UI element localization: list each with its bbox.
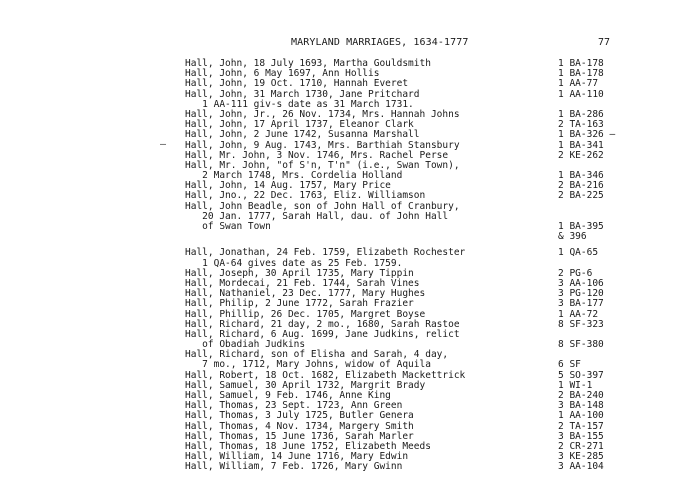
source-reference-line: 2 KE-262 xyxy=(558,149,604,161)
entry-text: Hall, John, 19 Oct. 1710, Hannah Everet xyxy=(185,78,409,90)
entry-text: Hall, John, 14 Aug. 1757, Mary Price xyxy=(185,180,391,192)
source-reference-line: 8 SF-323 xyxy=(558,318,604,330)
source-reference-line: 1 AA-72 xyxy=(558,308,599,320)
entry-text: Hall, William, 14 June 1716, Mary Edwin xyxy=(185,451,409,463)
marriage-entry xyxy=(185,202,665,243)
entry-text: Hall, Samuel, 30 April 1732, Margrit Brady xyxy=(185,379,426,391)
source-reference xyxy=(558,330,604,350)
entry-text: Hall, Richard, son of Elisha and Sarah, 4 day, xyxy=(185,349,449,361)
source-reference-line: 3 KE-285 xyxy=(558,451,604,463)
source-reference xyxy=(558,90,604,100)
entry-text: Hall, Nathaniel, 23 Dec. 1777, Mary Hughes xyxy=(185,288,426,300)
marriage-entry xyxy=(185,90,665,110)
source-reference-line: 1 BA-346 xyxy=(558,170,604,182)
entry-text: Hall, Mordecai, 21 Feb. 1744, Sarah Vines xyxy=(185,277,420,289)
source-reference-line: 1 BA-341 xyxy=(558,139,604,151)
entry-continuation: 1 AA-111 giv-s date as 31 March 1731. xyxy=(185,98,414,110)
entry-text: Hall, Richard, 6 Aug. 1699, Jane Judkins, relict xyxy=(185,328,460,340)
source-reference xyxy=(558,248,598,258)
marriage-entry xyxy=(185,161,665,181)
marriage-entry xyxy=(185,130,665,140)
entry-text: Hall, John, 17 April 1737, Eleanor Clark xyxy=(185,119,414,131)
page-number: 77 xyxy=(598,37,611,48)
source-reference-line: & 396 xyxy=(558,231,587,243)
source-reference-line: 1 WI-1 xyxy=(558,379,593,391)
entry-continuation: 7 mo., 1712, Mary Johns, widow of Aquila xyxy=(185,359,431,371)
source-reference-line: 1 BA-395 xyxy=(558,221,604,232)
source-reference xyxy=(558,350,581,370)
source-reference-line: 8 SF-380 xyxy=(558,339,604,351)
entry-text: Hall, Phillip, 26 Dec. 1705, Margret Boyse xyxy=(185,308,426,320)
entry-text: Hall, Joseph, 30 April 1735, Mary Tippin xyxy=(185,267,414,279)
source-reference-line: 2 BA-240 xyxy=(558,390,604,401)
source-reference xyxy=(558,202,604,243)
marriage-entries-list xyxy=(185,59,665,473)
entry-continuation: of Obadiah Judkins xyxy=(185,339,306,351)
entry-text: Hall, John, Jr., 26 Nov. 1734, Mrs. Hannah Johns xyxy=(185,108,460,120)
source-reference-line: 2 TA-163 xyxy=(558,119,604,131)
source-reference-line: 2 PG-6 xyxy=(558,267,593,279)
entry-text: Hall, Mr. John, "of S'n, T'n" (i.e., Swan Town), xyxy=(185,159,460,171)
source-reference xyxy=(558,161,604,181)
entry-text: Hall, Thomas, 23 Sept. 1723, Ann Green xyxy=(185,400,403,412)
entry-text: Hall, Philip, 2 June 1772, Sarah Frazier xyxy=(185,298,414,310)
marriage-entry xyxy=(185,299,665,309)
source-reference-line: 2 CR-271 xyxy=(558,440,604,452)
marriage-entry xyxy=(185,330,665,350)
entry-text: Hall, John, 6 May 1697, Ann Hollis xyxy=(185,68,380,80)
entry-text: Hall, Jno., 22 Dec. 1763, Eliz. Williamson xyxy=(185,190,426,202)
source-reference-line: 2 BA-216 xyxy=(558,180,604,192)
source-reference-line: 1 QA-65 xyxy=(558,247,599,259)
source-reference xyxy=(558,130,615,140)
source-reference-line: 3 BA-155 xyxy=(558,430,604,442)
source-reference-line xyxy=(558,202,604,212)
source-reference xyxy=(558,151,604,161)
source-reference-line: 2 TA-157 xyxy=(558,420,604,432)
page-header xyxy=(0,36,700,50)
entry-text: Hall, Samuel, 9 Feb. 1746, Anne King xyxy=(185,390,391,401)
source-reference-line: 1 AA-110 xyxy=(558,88,604,100)
entry-text: Hall, John, 31 March 1730, Jane Pritchard xyxy=(185,88,420,100)
source-reference-line: 1 BA-286 xyxy=(558,108,604,120)
source-reference xyxy=(558,191,604,201)
entry-text: Hall, Thomas, 15 June 1736, Sarah Marler xyxy=(185,430,414,442)
entry-text: Hall, Richard, 21 day, 2 mo., 1680, Sarah Rastoe xyxy=(185,318,460,330)
entry-text: Hall, Thomas, 18 June 1752, Elizabeth Meeds xyxy=(185,440,431,452)
entry-text: Hall, Mr. John, 3 Nov. 1746, Mrs. Rachel Perse xyxy=(185,149,449,161)
marriage-entry xyxy=(185,350,665,370)
entry-continuation: of Swan Town xyxy=(185,221,271,232)
entry-continuation: 20 Jan. 1777, Sarah Hall, dau. of John Hall xyxy=(185,210,449,222)
source-reference-line: 1 AA-100 xyxy=(558,410,604,422)
source-reference-line: 3 AA-106 xyxy=(558,277,604,289)
entry-continuation: 1 QA-64 gives date as 25 Feb. 1759. xyxy=(185,257,403,269)
source-reference xyxy=(558,299,604,309)
marriage-entry xyxy=(185,248,665,268)
source-reference-line: 3 PG-120 xyxy=(558,288,604,300)
page-title: MARYLAND MARRIAGES, 1634-1777 xyxy=(291,37,469,48)
entry-text: Hall, John, 2 June 1742, Susanna Marshall xyxy=(185,129,420,141)
entry-text: Hall, John, 9 Aug. 1743, Mrs. Barthiah Stansbury xyxy=(185,139,460,151)
source-reference xyxy=(558,320,604,330)
source-reference-line: 3 BA-177 xyxy=(558,298,604,310)
source-reference-line: 5 SO-397 xyxy=(558,369,604,381)
entry-text: Hall, William, 7 Feb. 1726, Mary Gwinn xyxy=(185,461,403,473)
source-reference-line: 1 BA-178 xyxy=(558,68,604,80)
margin-mark: — xyxy=(160,139,167,150)
source-reference-line: 1 BA-326 — xyxy=(558,129,616,141)
entry-text: Hall, Thomas, 4 Nov. 1734, Margery Smith xyxy=(185,420,414,432)
entry-text: Hall, Thomas, 3 July 1725, Butler Genera xyxy=(185,410,414,422)
entry-text: Hall, John, 18 July 1693, Martha Gouldsmith xyxy=(185,58,431,69)
entry-text: Hall, Robert, 18 Oct. 1682, Elizabeth Mackettrick xyxy=(185,369,466,381)
source-reference-line: 2 BA-225 xyxy=(558,190,604,202)
source-reference-line: 1 AA-77 xyxy=(558,78,599,90)
source-reference-line: 3 AA-104 xyxy=(558,461,604,473)
entry-text: Hall, John Beadle, son of John Hall of Cranbury, xyxy=(185,200,460,212)
source-reference xyxy=(558,462,604,472)
marriage-entry xyxy=(185,462,665,472)
entry-continuation: 2 March 1748, Mrs. Cordelia Holland xyxy=(185,170,403,182)
source-reference-line: 3 BA-148 xyxy=(558,400,604,412)
entry-text: Hall, Jonathan, 24 Feb. 1759, Elizabeth Rochester xyxy=(185,247,466,259)
source-reference-line: 6 SF xyxy=(558,359,581,371)
source-reference-line: 1 BA-178 xyxy=(558,58,604,69)
